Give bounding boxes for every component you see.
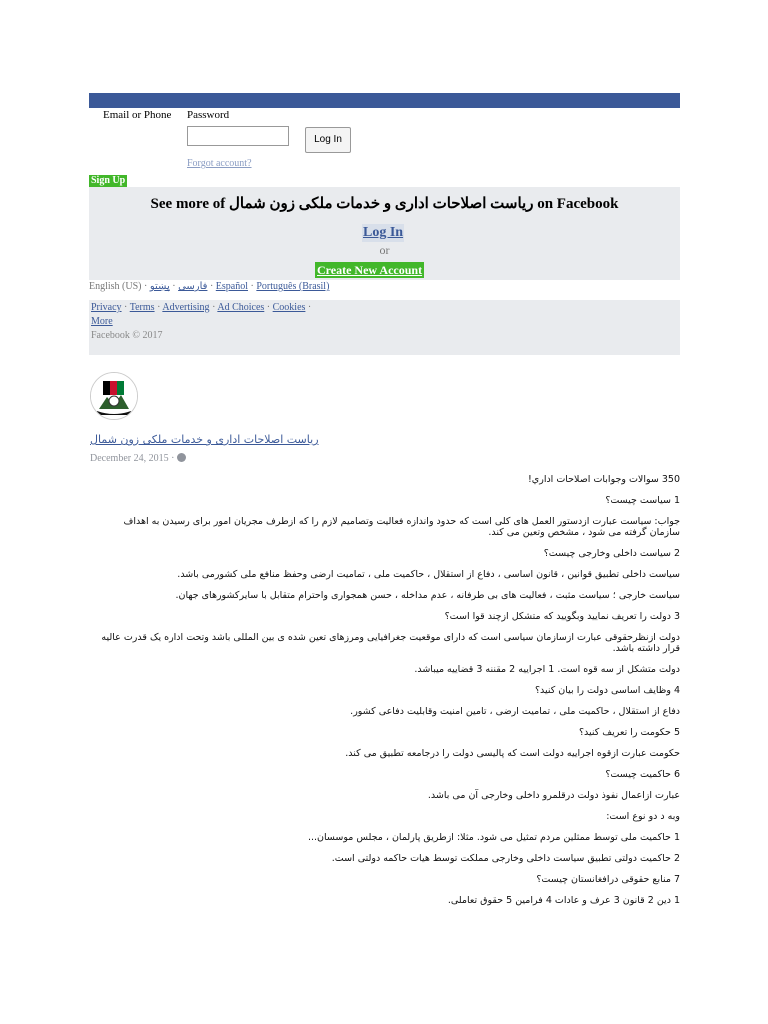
top-blue-bar	[89, 93, 680, 108]
copyright: Facebook © 2017	[91, 330, 163, 341]
login-button[interactable]: Log In	[305, 127, 351, 153]
post-line: 1 حاکمیت ملی توسط ممثلین مردم تمثیل می شود. مثلا: ازطریق پارلمان ، مجلس موسسان...	[307, 832, 680, 843]
post-date-text[interactable]: December 24, 2015 ·	[90, 453, 175, 464]
post-line: 3 دولت را تعریف نمایید وبگویید که متشکل ازچند قوا است؟	[444, 611, 680, 622]
footer: Privacy · Terms · Advertising · Ad Choices · Cookies · More Facebook © 2017	[89, 300, 680, 355]
language-link[interactable]: Español	[215, 281, 249, 292]
post-line: 350 سوالات وجوابات اصلاحات اداري!	[527, 474, 680, 485]
post-line: 6 حاکمیت چیست؟	[605, 769, 680, 780]
language-link[interactable]: Português (Brasil)	[256, 281, 330, 292]
password-label: Password	[187, 109, 230, 121]
post-line: 2 سیاست داخلی وخارجی چیست؟	[543, 548, 680, 559]
post-line: عبارت ازاعمال نفوذ دولت درقلمرو داخلی وخارجی آن می باشد.	[427, 790, 680, 801]
post-line: دفاع از استقلال ، حاکمیت ملی ، تمامیت ارضی ، تامین امنیت وقابلیت دفاعی کشور.	[350, 706, 680, 717]
globe-icon	[177, 453, 186, 462]
post-line: دولت متشکل از سه قوه است. 1 اجراییه 2 مقننه 3 قضاییه میباشد.	[414, 664, 680, 675]
footer-link-terms[interactable]: Terms	[129, 302, 155, 313]
current-language: English (US)	[89, 281, 142, 292]
forgot-account-link[interactable]: Forgot account?	[187, 158, 252, 169]
see-more-title: See more of ریاست اصلاحات اداری و خدمات ملکی زون شمال on Facebook	[150, 196, 619, 212]
page-avatar[interactable]	[90, 372, 138, 420]
see-more-login-link[interactable]: Log In	[363, 225, 404, 240]
footer-link-cookies[interactable]: Cookies	[272, 302, 306, 313]
post-line: سیاست داخلی تطبیق قوانین ، قانون اساسی ، دفاع از استقلال ، حاکمیت ملی ، تمامیت ارضی وحفظ منافع ملی کشورمی باشد.	[177, 569, 680, 580]
post-body	[100, 474, 680, 906]
footer-link-advertising[interactable]: Advertising	[162, 302, 210, 313]
footer-link-more[interactable]: More	[91, 316, 113, 327]
post-line: وبه د دو نوع است:	[606, 811, 680, 822]
post-line: 2 حاکمیت دولتی تطبیق سیاست داخلی وخارجی مملکت توسط هیات حاکمه دولتی است.	[331, 853, 680, 864]
see-more-panel	[89, 187, 680, 280]
footer-link-ad-choices[interactable]: Ad Choices	[217, 302, 265, 313]
post-line: جواب: سیاست عبارت ازدستور العمل های کلی است که حدود واندازه فعالیت وتصامیم لازم را که ازطرف مجریان امور برای رسیدن به اهداف سازمان گرفته می شود ، مشخص وتعین می کند.	[123, 516, 680, 538]
post-line: حکومت عبارت ازقوه اجراییه دولت است که پالیسی دولت را درجامعه تطبیق می کند.	[345, 748, 680, 759]
post-line: 1 دین 2 قانون 3 عرف و عادات 4 فرامین 5 حقوق تعاملی.	[447, 895, 680, 906]
post-line: 5 حکومت را تعریف کنید؟	[578, 727, 680, 738]
post-line: 4 وظایف اساسی دولت را بیان کنید؟	[535, 685, 680, 696]
footer-link-privacy[interactable]: Privacy	[91, 302, 122, 313]
afghan-emblem-icon	[91, 373, 137, 419]
post-date	[90, 453, 186, 464]
create-account-button[interactable]: Create New Account	[317, 263, 423, 277]
sign-up-button[interactable]: Sign Up	[91, 175, 126, 186]
post-line: 7 منابع حقوقی درافغانستان چیست؟	[536, 874, 680, 885]
post-line: 1 سیاست چیست؟	[605, 495, 680, 506]
or-separator: or	[379, 243, 390, 257]
language-link[interactable]: فارسی	[178, 281, 208, 292]
login-form	[89, 109, 680, 174]
password-field[interactable]	[187, 126, 289, 146]
language-link[interactable]: پښتو	[149, 281, 170, 292]
page-name-link[interactable]: ریاست اصلاحات اداری و خدمات ملکی زون شمال	[90, 433, 319, 446]
post-line: دولت ازنظرحقوقی عبارت ازسازمان سیاسی است که دارای موقعیت جغرافیایی ومرزهای تعین شده ی بین المللی باشد وتحت اداره یک قدرت عالیه قرار داشته باشد.	[101, 632, 680, 654]
post-line: سیاست خارجی ؛ سیاست مثبت ، فعالیت های بی طرفانه ، عدم مداخله ، حسن همجواری واحترام متقابل با سایرکشورهای جهان.	[175, 590, 680, 601]
email-label: Email or Phone	[103, 109, 172, 121]
language-selector: English (US) · فارسی · پښتو · Español · Português (Brasil)	[89, 281, 330, 292]
